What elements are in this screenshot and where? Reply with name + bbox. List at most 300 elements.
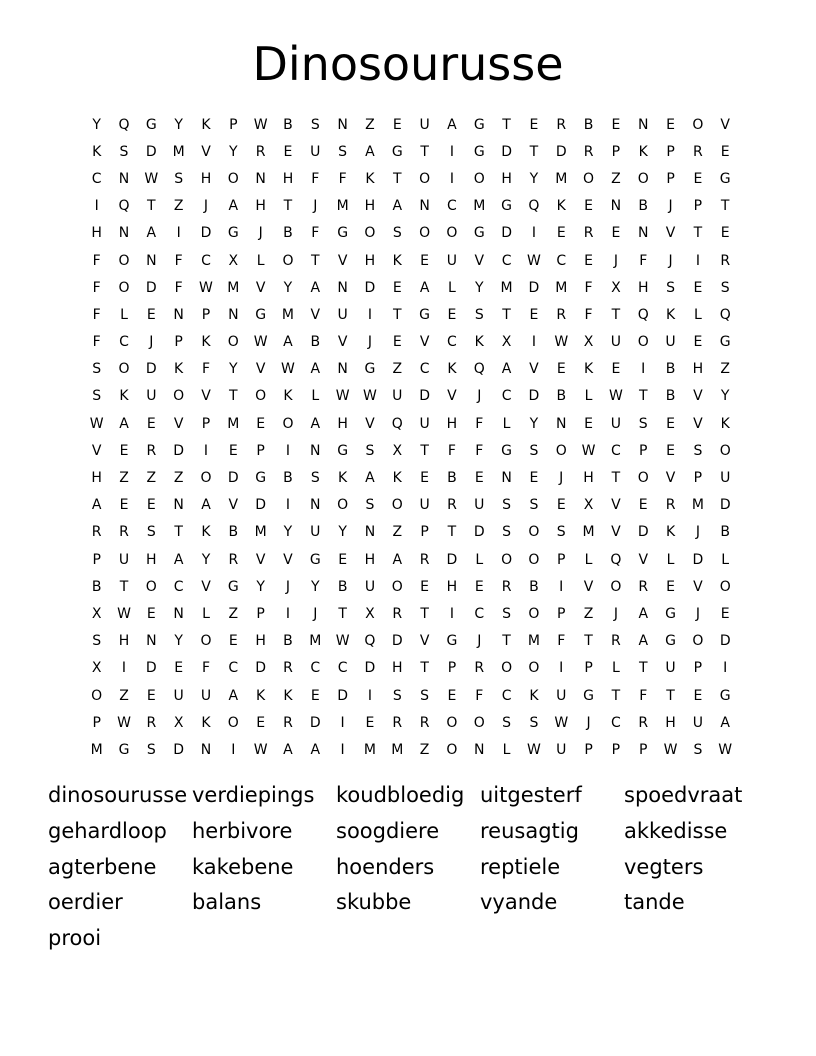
grid-letter: H: [364, 551, 376, 568]
grid-letter: S: [474, 306, 484, 323]
grid-letter: O: [227, 334, 239, 351]
grid-letter: J: [313, 605, 318, 622]
grid-letter: W: [199, 279, 213, 296]
grid-letter: W: [663, 741, 678, 758]
grid-letter: O: [528, 660, 540, 677]
grid-letter: R: [720, 252, 731, 269]
grid-letter: O: [555, 442, 567, 459]
grid-row: [83, 193, 739, 220]
grid-letter: D: [173, 741, 185, 758]
grid-row: [83, 383, 739, 410]
grid-letter: R: [474, 660, 485, 677]
grid-letter: O: [446, 714, 458, 731]
grid-letter: Y: [529, 415, 539, 432]
grid-letter: N: [200, 741, 212, 758]
grid-letter: E: [666, 116, 675, 133]
grid-letter: V: [419, 334, 430, 351]
grid-row: [83, 410, 739, 437]
grid-letter: F: [92, 306, 101, 323]
grid-letter: T: [611, 306, 621, 323]
grid-letter: P: [420, 524, 429, 541]
grid-letter: M: [254, 524, 267, 541]
grid-letter: Y: [229, 361, 238, 378]
grid-letter: J: [477, 388, 482, 405]
grid-letter: Y: [474, 279, 484, 296]
word-list-item: spoedvraat: [624, 783, 743, 807]
grid-letter: G: [501, 442, 513, 459]
grid-letter: R: [146, 714, 157, 731]
grid-letter: S: [338, 143, 348, 160]
grid-letter: J: [613, 252, 618, 269]
grid-letter: P: [256, 442, 265, 459]
grid-letter: N: [474, 741, 485, 758]
grid-letter: O: [91, 687, 103, 704]
grid-letter: Z: [146, 470, 157, 487]
grid-letter: E: [720, 605, 730, 622]
grid-letter: T: [119, 578, 129, 595]
grid-letter: Q: [391, 415, 403, 432]
grid-letter: E: [611, 116, 621, 133]
grid-letter: C: [201, 252, 211, 269]
grid-letter: A: [365, 143, 375, 160]
grid-letter: L: [475, 551, 484, 568]
grid-letter: J: [149, 334, 154, 351]
grid-letter: H: [446, 578, 458, 595]
grid-letter: H: [255, 633, 266, 650]
word-list-item: hoenders: [336, 854, 435, 879]
grid-letter: F: [639, 687, 648, 704]
grid-letter: R: [693, 143, 703, 160]
grid-letter: I: [340, 714, 345, 731]
grid-letter: V: [474, 252, 485, 269]
grid-row: [83, 492, 739, 519]
word-list-item: agterbene: [48, 854, 157, 879]
grid-letter: N: [610, 198, 622, 215]
grid-letter: U: [665, 660, 676, 677]
grid-letter: D: [337, 687, 348, 704]
grid-letter: S: [310, 116, 320, 133]
grid-letter: C: [419, 361, 430, 378]
grid-letter: K: [119, 388, 129, 405]
grid-letter: J: [367, 334, 373, 351]
grid-letter: E: [693, 279, 703, 296]
grid-letter: C: [228, 660, 239, 677]
grid-letter: S: [310, 470, 320, 487]
grid-letter: O: [719, 578, 731, 595]
grid-letter: B: [310, 334, 321, 351]
grid-letter: G: [227, 225, 239, 242]
grid-letter: L: [584, 388, 593, 405]
grid-letter: A: [720, 714, 730, 731]
grid-letter: C: [611, 442, 621, 459]
grid-letter: Z: [583, 605, 594, 622]
grid-letter: H: [364, 252, 376, 269]
grid-letter: I: [367, 687, 373, 704]
grid-letter: O: [473, 170, 485, 187]
grid-letter: L: [666, 551, 675, 568]
grid-letter: O: [528, 551, 540, 568]
grid-letter: X: [91, 660, 102, 677]
grid-letter: E: [256, 714, 266, 731]
grid-letter: W: [554, 334, 569, 351]
grid-letter: I: [723, 660, 728, 677]
grid-letter: R: [146, 442, 157, 459]
grid-letter: L: [584, 551, 593, 568]
grid-letter: M: [500, 279, 513, 296]
grid-letter: H: [692, 361, 704, 378]
grid-letter: I: [203, 442, 209, 459]
grid-letter: N: [337, 279, 348, 296]
grid-letter: S: [392, 225, 402, 242]
grid-letter: P: [201, 306, 211, 323]
grid-letter: G: [255, 306, 267, 323]
grid-row: [83, 356, 739, 383]
grid-letter: E: [666, 415, 675, 432]
grid-letter: D: [419, 388, 430, 405]
grid-letter: T: [447, 524, 457, 541]
grid-letter: E: [638, 497, 648, 514]
grid-letter: I: [176, 225, 181, 242]
grid-letter: A: [392, 551, 403, 568]
grid-letter: W: [253, 334, 268, 351]
grid-letter: O: [337, 497, 349, 514]
grid-letter: R: [119, 524, 129, 541]
grid-letter: L: [202, 605, 210, 622]
word-list-item: tande: [624, 890, 685, 915]
grid-letter: Q: [528, 198, 540, 215]
grid-letter: Y: [174, 116, 183, 133]
grid-letter: M: [227, 415, 240, 432]
grid-letter: Z: [119, 687, 129, 704]
grid-letter: K: [638, 143, 648, 160]
grid-letter: H: [364, 198, 376, 215]
grid-letter: P: [693, 470, 703, 487]
grid-letter: H: [91, 470, 102, 487]
grid-letter: T: [311, 252, 320, 269]
grid-letter: E: [584, 198, 593, 215]
grid-letter: A: [173, 551, 184, 568]
grid-letter: B: [583, 116, 594, 133]
grid-letter: X: [91, 605, 102, 622]
grid-letter: Z: [392, 361, 403, 378]
grid-letter: F: [475, 415, 484, 432]
grid-letter: L: [721, 551, 730, 568]
grid-letter: T: [420, 605, 429, 622]
grid-letter: U: [364, 578, 376, 595]
grid-letter: I: [641, 361, 646, 378]
grid-letter: S: [502, 714, 512, 731]
grid-letter: P: [557, 605, 566, 622]
grid-letter: J: [695, 524, 700, 541]
grid-letter: V: [365, 415, 375, 432]
grid-letter: K: [556, 198, 566, 215]
grid-letter: Y: [283, 524, 293, 541]
grid-letter: D: [528, 279, 540, 296]
grid-letter: C: [173, 578, 184, 595]
grid-letter: N: [118, 170, 130, 187]
grid-letter: R: [283, 660, 293, 677]
grid-letter: S: [529, 714, 539, 731]
grid-letter: K: [201, 334, 211, 351]
grid-letter: V: [228, 497, 239, 514]
grid-row: [83, 573, 739, 600]
grid-letter: O: [719, 442, 731, 459]
grid-letter: N: [173, 306, 184, 323]
grid-letter: E: [392, 116, 402, 133]
grid-letter: L: [256, 252, 265, 269]
grid-letter: E: [556, 225, 566, 242]
grid-letter: Z: [419, 741, 430, 758]
grid-letter: G: [145, 116, 157, 133]
grid-letter: U: [556, 687, 567, 704]
grid-letter: D: [145, 279, 157, 296]
grid-letter: D: [501, 143, 512, 160]
grid-letter: K: [529, 687, 539, 704]
grid-letter: T: [147, 198, 156, 215]
grid-letter: H: [282, 170, 294, 187]
grid-letter: W: [526, 741, 541, 758]
grid-letter: T: [611, 687, 621, 704]
grid-letter: B: [638, 198, 649, 215]
grid-letter: C: [447, 198, 457, 215]
grid-letter: G: [719, 334, 731, 351]
word-list-item: oerdier: [48, 890, 123, 915]
grid-letter: V: [255, 279, 266, 296]
word-list-item: kakebene: [192, 854, 294, 879]
grid-letter: O: [200, 633, 212, 650]
grid-letter: E: [365, 714, 375, 731]
grid-letter: O: [446, 225, 458, 242]
grid-letter: S: [720, 279, 730, 296]
grid-letter: V: [173, 415, 184, 432]
word-list-item: skubbe: [336, 890, 412, 915]
grid-letter: Y: [311, 578, 320, 595]
word-list-item: gehardloop: [48, 818, 167, 843]
grid-letter: B: [556, 388, 567, 405]
grid-letter: D: [501, 225, 512, 242]
grid-letter: K: [92, 143, 102, 160]
grid-letter: E: [720, 225, 730, 242]
word-list-item: akkedisse: [624, 818, 728, 843]
grid-letter: V: [693, 578, 703, 595]
grid-letter: C: [447, 334, 457, 351]
grid-letter: A: [119, 415, 129, 432]
grid-letter: Q: [118, 198, 130, 215]
grid-letter: J: [203, 198, 209, 215]
grid-letter: Z: [173, 198, 184, 215]
grid-letter: W: [253, 116, 268, 133]
grid-letter: N: [310, 442, 321, 459]
grid-letter: K: [256, 687, 266, 704]
grid-letter: E: [174, 660, 184, 677]
grid-letter: W: [117, 605, 131, 622]
grid-letter: P: [693, 198, 703, 215]
grid-letter: E: [474, 578, 484, 595]
grid-letter: H: [337, 415, 348, 432]
grid-letter: B: [665, 388, 676, 405]
grid-letter: C: [474, 605, 485, 622]
grid-letter: D: [255, 660, 267, 677]
grid-letter: J: [695, 605, 700, 622]
grid-letter: A: [501, 361, 512, 378]
grid-letter: D: [145, 143, 157, 160]
grid-letter: O: [637, 170, 649, 187]
grid-letter: L: [611, 660, 620, 677]
grid-letter: Z: [392, 524, 403, 541]
grid-letter: E: [228, 442, 238, 459]
grid-letter: O: [528, 524, 540, 541]
grid-letter: A: [638, 633, 649, 650]
grid-letter: A: [310, 361, 321, 378]
grid-row: [83, 111, 739, 138]
grid-letter: G: [337, 442, 349, 459]
grid-letter: D: [391, 633, 403, 650]
grid-letter: E: [529, 470, 539, 487]
grid-letter: B: [91, 578, 102, 595]
grid-letter: B: [529, 578, 539, 595]
grid-letter: P: [447, 660, 457, 677]
grid-letter: K: [365, 170, 375, 187]
grid-letter: N: [173, 497, 184, 514]
grid-letter: O: [419, 225, 431, 242]
grid-letter: E: [447, 306, 457, 323]
grid-letter: D: [255, 497, 267, 514]
grid-row: [83, 600, 739, 627]
grid-letter: T: [502, 633, 511, 650]
grid-letter: T: [392, 306, 402, 323]
grid-letter: S: [666, 279, 675, 296]
grid-letter: N: [337, 116, 348, 133]
grid-letter: M: [281, 306, 294, 323]
grid-letter: Y: [283, 279, 293, 296]
grid-letter: E: [119, 497, 129, 514]
grid-letter: V: [447, 388, 457, 405]
grid-letter: K: [583, 361, 594, 378]
grid-letter: C: [556, 252, 567, 269]
grid-letter: J: [258, 225, 263, 242]
grid-letter: N: [419, 198, 430, 215]
grid-letter: K: [392, 470, 402, 487]
grid-letter: K: [283, 388, 293, 405]
grid-row: [83, 247, 739, 274]
grid-letter: H: [583, 470, 594, 487]
grid-letter: W: [335, 633, 350, 650]
grid-letter: D: [446, 551, 458, 568]
grid-row: [83, 655, 739, 682]
grid-letter: E: [146, 415, 156, 432]
grid-row: [83, 220, 739, 247]
grid-letter: Y: [174, 633, 183, 650]
word-list-item: soogdiere: [336, 818, 440, 843]
grid-letter: U: [610, 334, 622, 351]
grid-letter: F: [557, 633, 566, 650]
grid-letter: J: [668, 252, 673, 269]
grid-letter: K: [665, 524, 676, 541]
grid-letter: O: [391, 497, 403, 514]
grid-letter: B: [283, 116, 293, 133]
grid-letter: B: [283, 470, 293, 487]
grid-letter: H: [446, 415, 458, 432]
grid-letter: U: [419, 497, 430, 514]
word-list-item: vegters: [624, 854, 704, 879]
grid-letter: O: [282, 252, 294, 269]
grid-letter: W: [253, 741, 268, 758]
grid-letter: P: [557, 551, 566, 568]
grid-letter: M: [555, 170, 568, 187]
grid-letter: F: [475, 442, 484, 459]
grid-row: [83, 736, 739, 763]
grid-letter: O: [610, 578, 622, 595]
grid-letter: W: [144, 170, 159, 187]
grid-letter: B: [283, 633, 293, 650]
grid-letter: V: [201, 388, 211, 405]
grid-letter: K: [174, 361, 184, 378]
grid-letter: S: [502, 524, 512, 541]
grid-row: [83, 301, 739, 328]
grid-letter: S: [146, 524, 156, 541]
grid-letter: O: [583, 170, 595, 187]
grid-letter: C: [501, 252, 512, 269]
grid-letter: H: [665, 714, 676, 731]
word-list: [48, 778, 788, 957]
grid-letter: N: [637, 225, 649, 242]
grid-letter: B: [665, 361, 676, 378]
grid-letter: Y: [92, 116, 101, 133]
letter-grid: [83, 111, 739, 764]
grid-letter: N: [146, 252, 157, 269]
grid-letter: R: [611, 633, 621, 650]
grid-letter: O: [692, 116, 704, 133]
grid-letter: B: [283, 225, 293, 242]
grid-letter: R: [419, 714, 430, 731]
grid-letter: P: [584, 660, 593, 677]
grid-letter: A: [283, 741, 293, 758]
grid-letter: I: [285, 497, 291, 514]
word-list-item: dinosourusse: [48, 783, 188, 807]
grid-letter: W: [554, 714, 569, 731]
grid-letter: I: [559, 660, 564, 677]
grid-letter: X: [173, 714, 184, 731]
grid-letter: G: [501, 198, 513, 215]
grid-letter: U: [337, 306, 348, 323]
grid-letter: V: [255, 551, 266, 568]
grid-letter: V: [665, 470, 676, 487]
grid-letter: E: [228, 633, 238, 650]
grid-letter: E: [529, 116, 539, 133]
grid-letter: G: [719, 687, 731, 704]
grid-letter: I: [449, 605, 454, 622]
grid-letter: W: [581, 442, 596, 459]
grid-letter: V: [337, 252, 348, 269]
grid-letter: D: [364, 279, 376, 296]
grid-letter: D: [719, 633, 731, 650]
grid-letter: A: [638, 605, 649, 622]
grid-letter: E: [146, 497, 156, 514]
grid-letter: M: [527, 633, 540, 650]
grid-letter: A: [365, 470, 375, 487]
grid-letter: J: [477, 633, 482, 650]
grid-letter: T: [638, 388, 648, 405]
grid-letter: S: [92, 388, 102, 405]
grid-letter: Y: [201, 551, 211, 568]
grid-letter: I: [340, 741, 345, 758]
grid-letter: T: [720, 198, 730, 215]
grid-row: [83, 329, 739, 356]
grid-letter: S: [529, 497, 539, 514]
grid-letter: F: [201, 361, 210, 378]
grid-letter: O: [255, 388, 267, 405]
grid-letter: L: [448, 279, 456, 296]
